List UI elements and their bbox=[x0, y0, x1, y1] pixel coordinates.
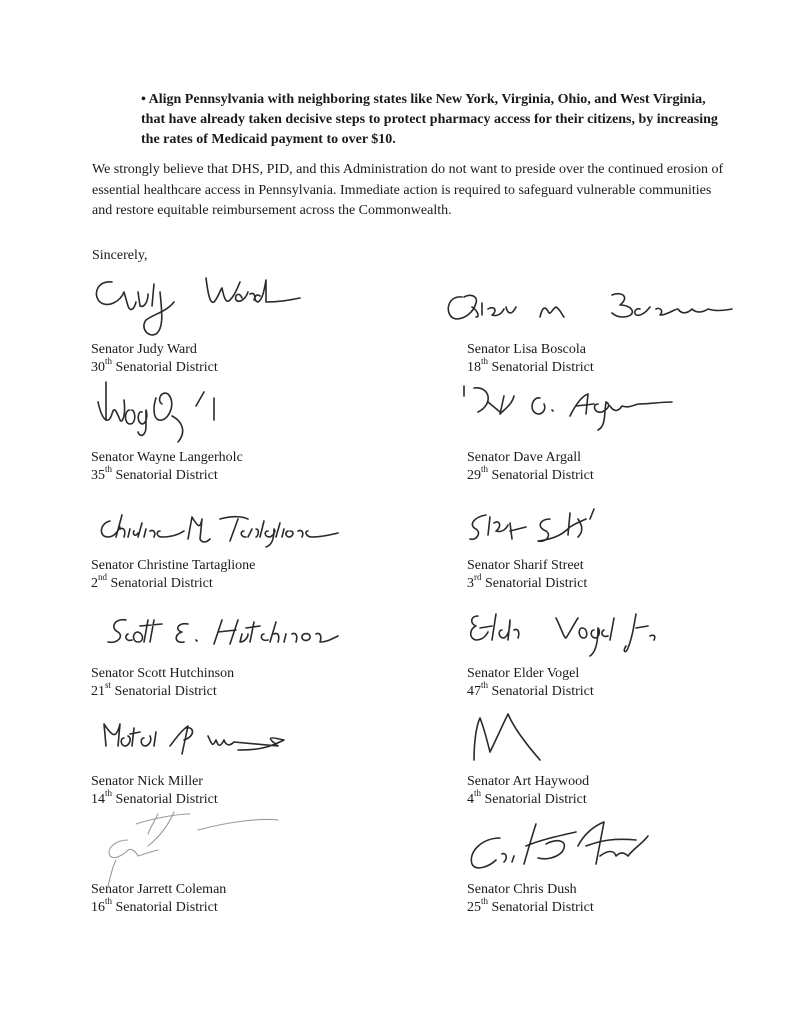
signature-chris-dush bbox=[466, 816, 676, 876]
senator-name: Senator Jarrett Coleman bbox=[91, 882, 227, 897]
signatory-block-scott-hutchinson bbox=[91, 665, 234, 701]
senator-name: Senator Wayne Langerholc bbox=[91, 450, 243, 465]
signature-wayne-langerholc bbox=[96, 380, 256, 446]
signature-lisa-boscola bbox=[442, 287, 732, 327]
senator-name: Senator Judy Ward bbox=[91, 342, 197, 357]
signatory-block-wayne-langerholc bbox=[91, 449, 243, 485]
senatorial-district: 3rd Senatorial District bbox=[467, 572, 588, 591]
senator-name: Senator Elder Vogel bbox=[467, 666, 580, 681]
senatorial-district: 30th Senatorial District bbox=[91, 356, 218, 375]
signature-jarrett-coleman bbox=[98, 808, 288, 888]
signatory-block-christine-tartaglione bbox=[91, 557, 255, 593]
senator-name: Senator Dave Argall bbox=[467, 450, 582, 465]
signatory-block-art-haywood bbox=[467, 773, 589, 809]
signature-judy-ward bbox=[90, 272, 305, 338]
signature-christine-tartaglione bbox=[98, 509, 348, 549]
senatorial-district: 2nd Senatorial District bbox=[91, 572, 213, 591]
signatory-block-sharif-street bbox=[467, 557, 587, 593]
senatorial-district: 47th Senatorial District bbox=[467, 680, 594, 699]
senatorial-district: 16th Senatorial District bbox=[91, 896, 218, 915]
body-paragraph: We strongly believe that DHS, PID, and this Administration do not want to preside over the continued erosion of essential healthcare access in Pennsylvania. Immediate action is required to safeguard vulnerable communities and restore equitable reimbursement across the Commonwealth. bbox=[92, 162, 724, 218]
bullet-point-text: • Align Pennsylvania with neighboring states like New York, Virginia, Ohio, and West Virginia, that have already taken decisive steps to protect pharmacy access for their citizens, by increasing the rates of Medicaid payment to over $10. bbox=[141, 92, 718, 147]
signatory-block-nick-miller bbox=[91, 773, 218, 809]
senator-name: Senator Sharif Street bbox=[467, 558, 584, 573]
signatory-block-judy-ward bbox=[91, 341, 218, 377]
signature-scott-hutchinson bbox=[104, 612, 354, 656]
senatorial-district: 18th Senatorial District bbox=[467, 356, 594, 375]
senatorial-district: 21st Senatorial District bbox=[91, 680, 217, 699]
senatorial-district: 25th Senatorial District bbox=[467, 896, 594, 915]
closing-salutation: Sincerely, bbox=[92, 248, 148, 263]
signature-elder-vogel bbox=[466, 608, 676, 660]
senatorial-district: 4th Senatorial District bbox=[467, 788, 587, 807]
senatorial-district: 29th Senatorial District bbox=[467, 464, 594, 483]
signatory-block-lisa-boscola bbox=[467, 341, 594, 377]
signatory-block-dave-argall bbox=[467, 449, 594, 485]
senator-name: Senator Lisa Boscola bbox=[467, 342, 586, 357]
senator-name: Senator Nick Miller bbox=[91, 774, 203, 789]
signatory-block-jarrett-coleman bbox=[91, 881, 226, 917]
signature-art-haywood bbox=[468, 704, 558, 770]
senatorial-district: 35th Senatorial District bbox=[91, 464, 218, 483]
signature-nick-miller bbox=[98, 718, 298, 758]
senator-name: Senator Scott Hutchinson bbox=[91, 666, 235, 681]
senator-name: Senator Christine Tartaglione bbox=[91, 558, 256, 573]
signatory-block-elder-vogel bbox=[467, 665, 594, 701]
senator-name: Senator Art Haywood bbox=[467, 774, 590, 789]
signature-dave-argall bbox=[460, 382, 680, 440]
senatorial-district: 14th Senatorial District bbox=[91, 788, 218, 807]
signatory-block-chris-dush bbox=[467, 881, 594, 917]
senator-name: Senator Chris Dush bbox=[467, 882, 577, 897]
signature-sharif-street bbox=[466, 505, 626, 549]
